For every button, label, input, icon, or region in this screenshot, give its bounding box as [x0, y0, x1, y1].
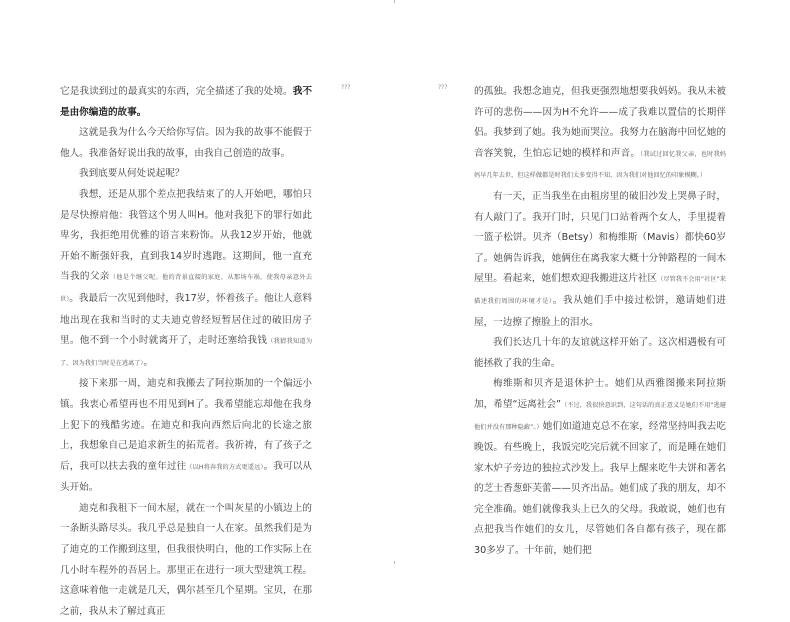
left-page-number: ??? — [341, 84, 351, 91]
paragraph: 接下来那一周，迪克和我搬去了阿拉斯加的一个偏远小镇。我衷心希望再也不用见到H了。我希望能忘却他在我身上犯下的残酷劣迹。在迪克和我向西然后向北的长途之旅上，我想象自己是追求新生的拓荒者。我祈祷，有了孩子之后，我可以扶去我的童年过往（以H将奔我的方式更遥远）。我可以从头开始。 — [60, 378, 313, 494]
paragraph: 我到底要从何处说起呢？ — [79, 168, 185, 180]
paragraph: 它是我读到过的最真实的东西，完全描述了我的处境。我不是由你编造的故事。 — [60, 86, 313, 118]
paragraph: 有一天，正当我坐在由租房里的破旧沙发上哭鼻子时，有人敲门了。我开门时，只见门口站着两个女人，手里提着一篮子松饼。贝齐（Betsy）和梅维斯（Mavis）都快60岁了。她俩告诉我，她俩住在离我家大概十分钟路程的一间木屋里。看起来，她们想欢迎我搬进这片社区（尽管我不会用“社区”来描述我们周围的环境才是）。我从她们手中接过松饼，邀请她们进屋，一边擦了擦脸上的泪水。 — [474, 190, 727, 328]
right-page-number: ??? — [438, 84, 448, 91]
paragraph: 这就是我为什么今天给你写信。因为我的故事不能假于他人。我准备好说出我的故事，由我自己创造的故事。 — [60, 127, 312, 159]
parenthetical-note: （尽管我不会用“社区”来描述我们周围的环境才是） — [474, 276, 726, 305]
parenthetical-note: （不过，我很快意识到，这句话的真正意义是她们不用“逃避他们并没有那种隐蔽”。） — [474, 401, 726, 431]
parenthetical-note: （我猜我知道为了，因为我们当时是在逃离了） — [60, 338, 313, 367]
right-page — [474, 82, 726, 562]
paragraph: 梅维斯和贝齐是退休护士。她们从西雅图搬来阿拉斯加，希望“远离社会”（不过，我很快意识到，这句话的真正意义是她们不用“逃避他们并没有那种隐蔽”。）她们如道迪克总不在家，经常坚持叫我去吃晚饭。有些晚上，我饭完吃完后就不回家了，而是睡在她们家木炉子旁边的独拉式沙发上。我早上醒来吃牛夫饼和著名的芝士香葱虾芙蕾——贝齐出品。她们成了我的朋友，却不完全准确。她们就像我头上已久的父母。我敢说，她们也有点把我当作她们的女儿，尽管她们各自都有孩子，现在都30多岁了。十年前，她们把 — [474, 378, 727, 557]
paragraph: 我想，还是从那个差点把我结束了的人开始吧，哪怕只是尽快擦肩他：我管这个男人叫H。他对我犯下的罪行如此卑劣，我拒绝用优雅的语言来粉饰。从我12岁开始，他就开始不断强奸我，直到我14岁时逃跑。这期间，他一直充当我的父亲（他是个继父呢。他的背景直接的家庭，从那场车祸，使我母亲意外去世）。我最后一次见到他时，我17岁，怀着孩子。他让人意料地出现在我和当时的丈夫迪克曾经短暂居住过的破旧房子里。他不到一个小时就离开了，走时还塞给我钱（我猜我知道为了，因为我们当时是在逃离了）。 — [60, 188, 313, 368]
paragraph: 迪克和我租下一间木屋，就在一个叫灰星的小镇边上的一条断头路尽头。我几乎总是独自一人在家。虽然我们是为了迪克的工作搬到这里，但我很快明白，他的工作实际上在几小时车程外的吾居上。那里正在进行一项大型建筑工程。这意味着他一走就是几天，偶尔甚至几个星期。宝贝，在那之前，我从未了解过真正 — [60, 502, 312, 617]
paragraph: 我们长达几十年的友谊就这样开始了。这次相遇极有可能拯救了我的生命。 — [474, 337, 726, 369]
parenthetical-note: （以H将奔我的方式更遥远） — [186, 463, 264, 471]
top-center-mark — [394, 0, 395, 3]
paragraph: 的孤独。我想念迪克，但我更强烈地想要我妈妈。我从未被许可的悲伤——因为H不允许——成了我难以置信的长期伴侣。我梦到了她。我为她而哭泣。我努力在脑海中回忆她的音容笑貌，生怕忘记她的模样和声音。（我试过回忆我父亲，也时我妈妈早几年去世，但这样做都是时我们太多变得不知，因为我们对他回忆的印象模糊。） — [474, 86, 726, 180]
parenthetical-note: （他是个继父呢。他的背景直接的家庭，从那场车祸，使我母亲意外去世） — [60, 274, 313, 303]
left-page — [60, 82, 312, 622]
bold-sentence: 我不是由你编造的故事。 — [60, 86, 313, 118]
parenthetical-note: （我试过回忆我父亲，也时我妈妈早几年去世，但这样做都是时我们太多变得不知，因为我们对他回忆的印象模糊。） — [474, 150, 726, 180]
